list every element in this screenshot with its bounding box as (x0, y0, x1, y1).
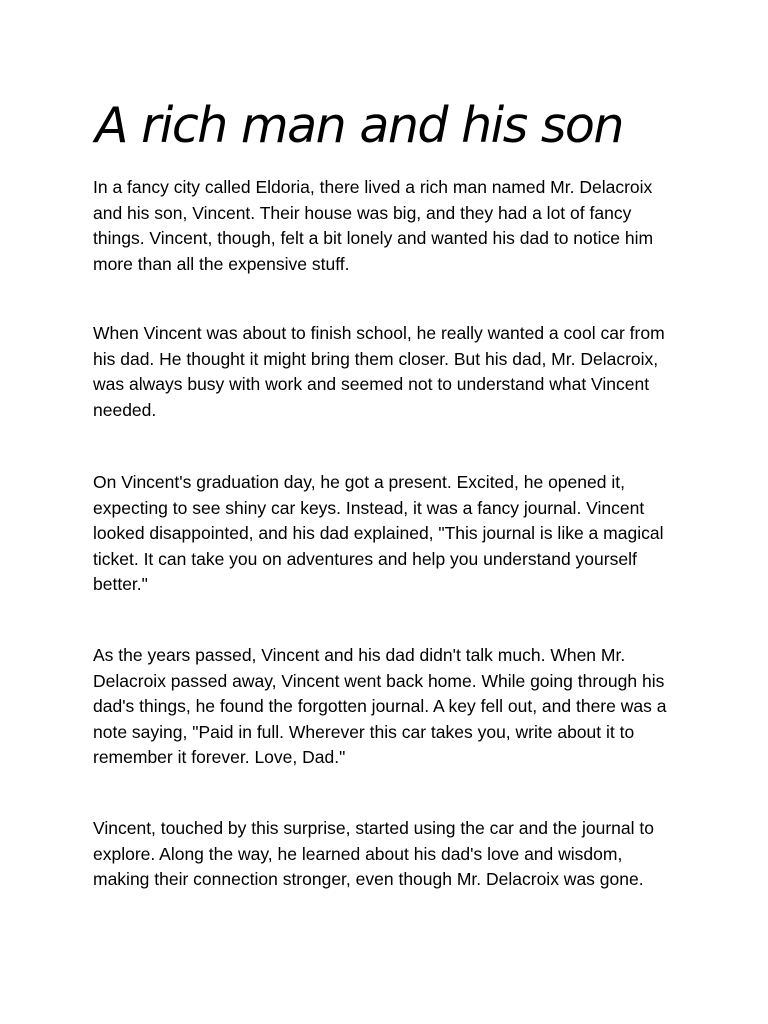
paragraph-2: When Vincent was about to finish school, he really wanted a cool car from his dad. He thought it might bring them closer. But his dad, Mr. Delacroix, was always busy with work and seemed not to understand what Vincent needed. (93, 323, 665, 420)
paragraph-1: In a fancy city called Eldoria, there lived a rich man named Mr. Delacroix and his son, Vincent. Their house was big, and they had a lot of fancy things. Vincent, though, felt a bit lonely and wanted his dad to notice him more than all the expensive stuff. (93, 177, 654, 274)
paragraph-3: On Vincent's graduation day, he got a present. Excited, he opened it, expecting to see shiny car keys. Instead, it was a fancy journal. Vincent looked disappointed, and his dad explained, "This journal is like a magical ticket. It can take you on adventures and help you understand yourself better." (93, 472, 664, 594)
paragraph-4: As the years passed, Vincent and his dad didn't talk much. When Mr. Delacroix passed away, Vincent went back home. While going through his dad's things, he found the forgotten journal. A key fell out, and there was a note saying, "Paid in full. Wherever this car takes you, write about it to remember it forever. Love, Dad." (93, 645, 667, 767)
document-title: A rich man and his son (95, 97, 623, 154)
paragraph-5: Vincent, touched by this surprise, started using the car and the journal to explore. Along the way, he learned about his dad's love and wisdom, making their connection stronger, even though Mr. Delacroix was gone. (93, 818, 654, 889)
